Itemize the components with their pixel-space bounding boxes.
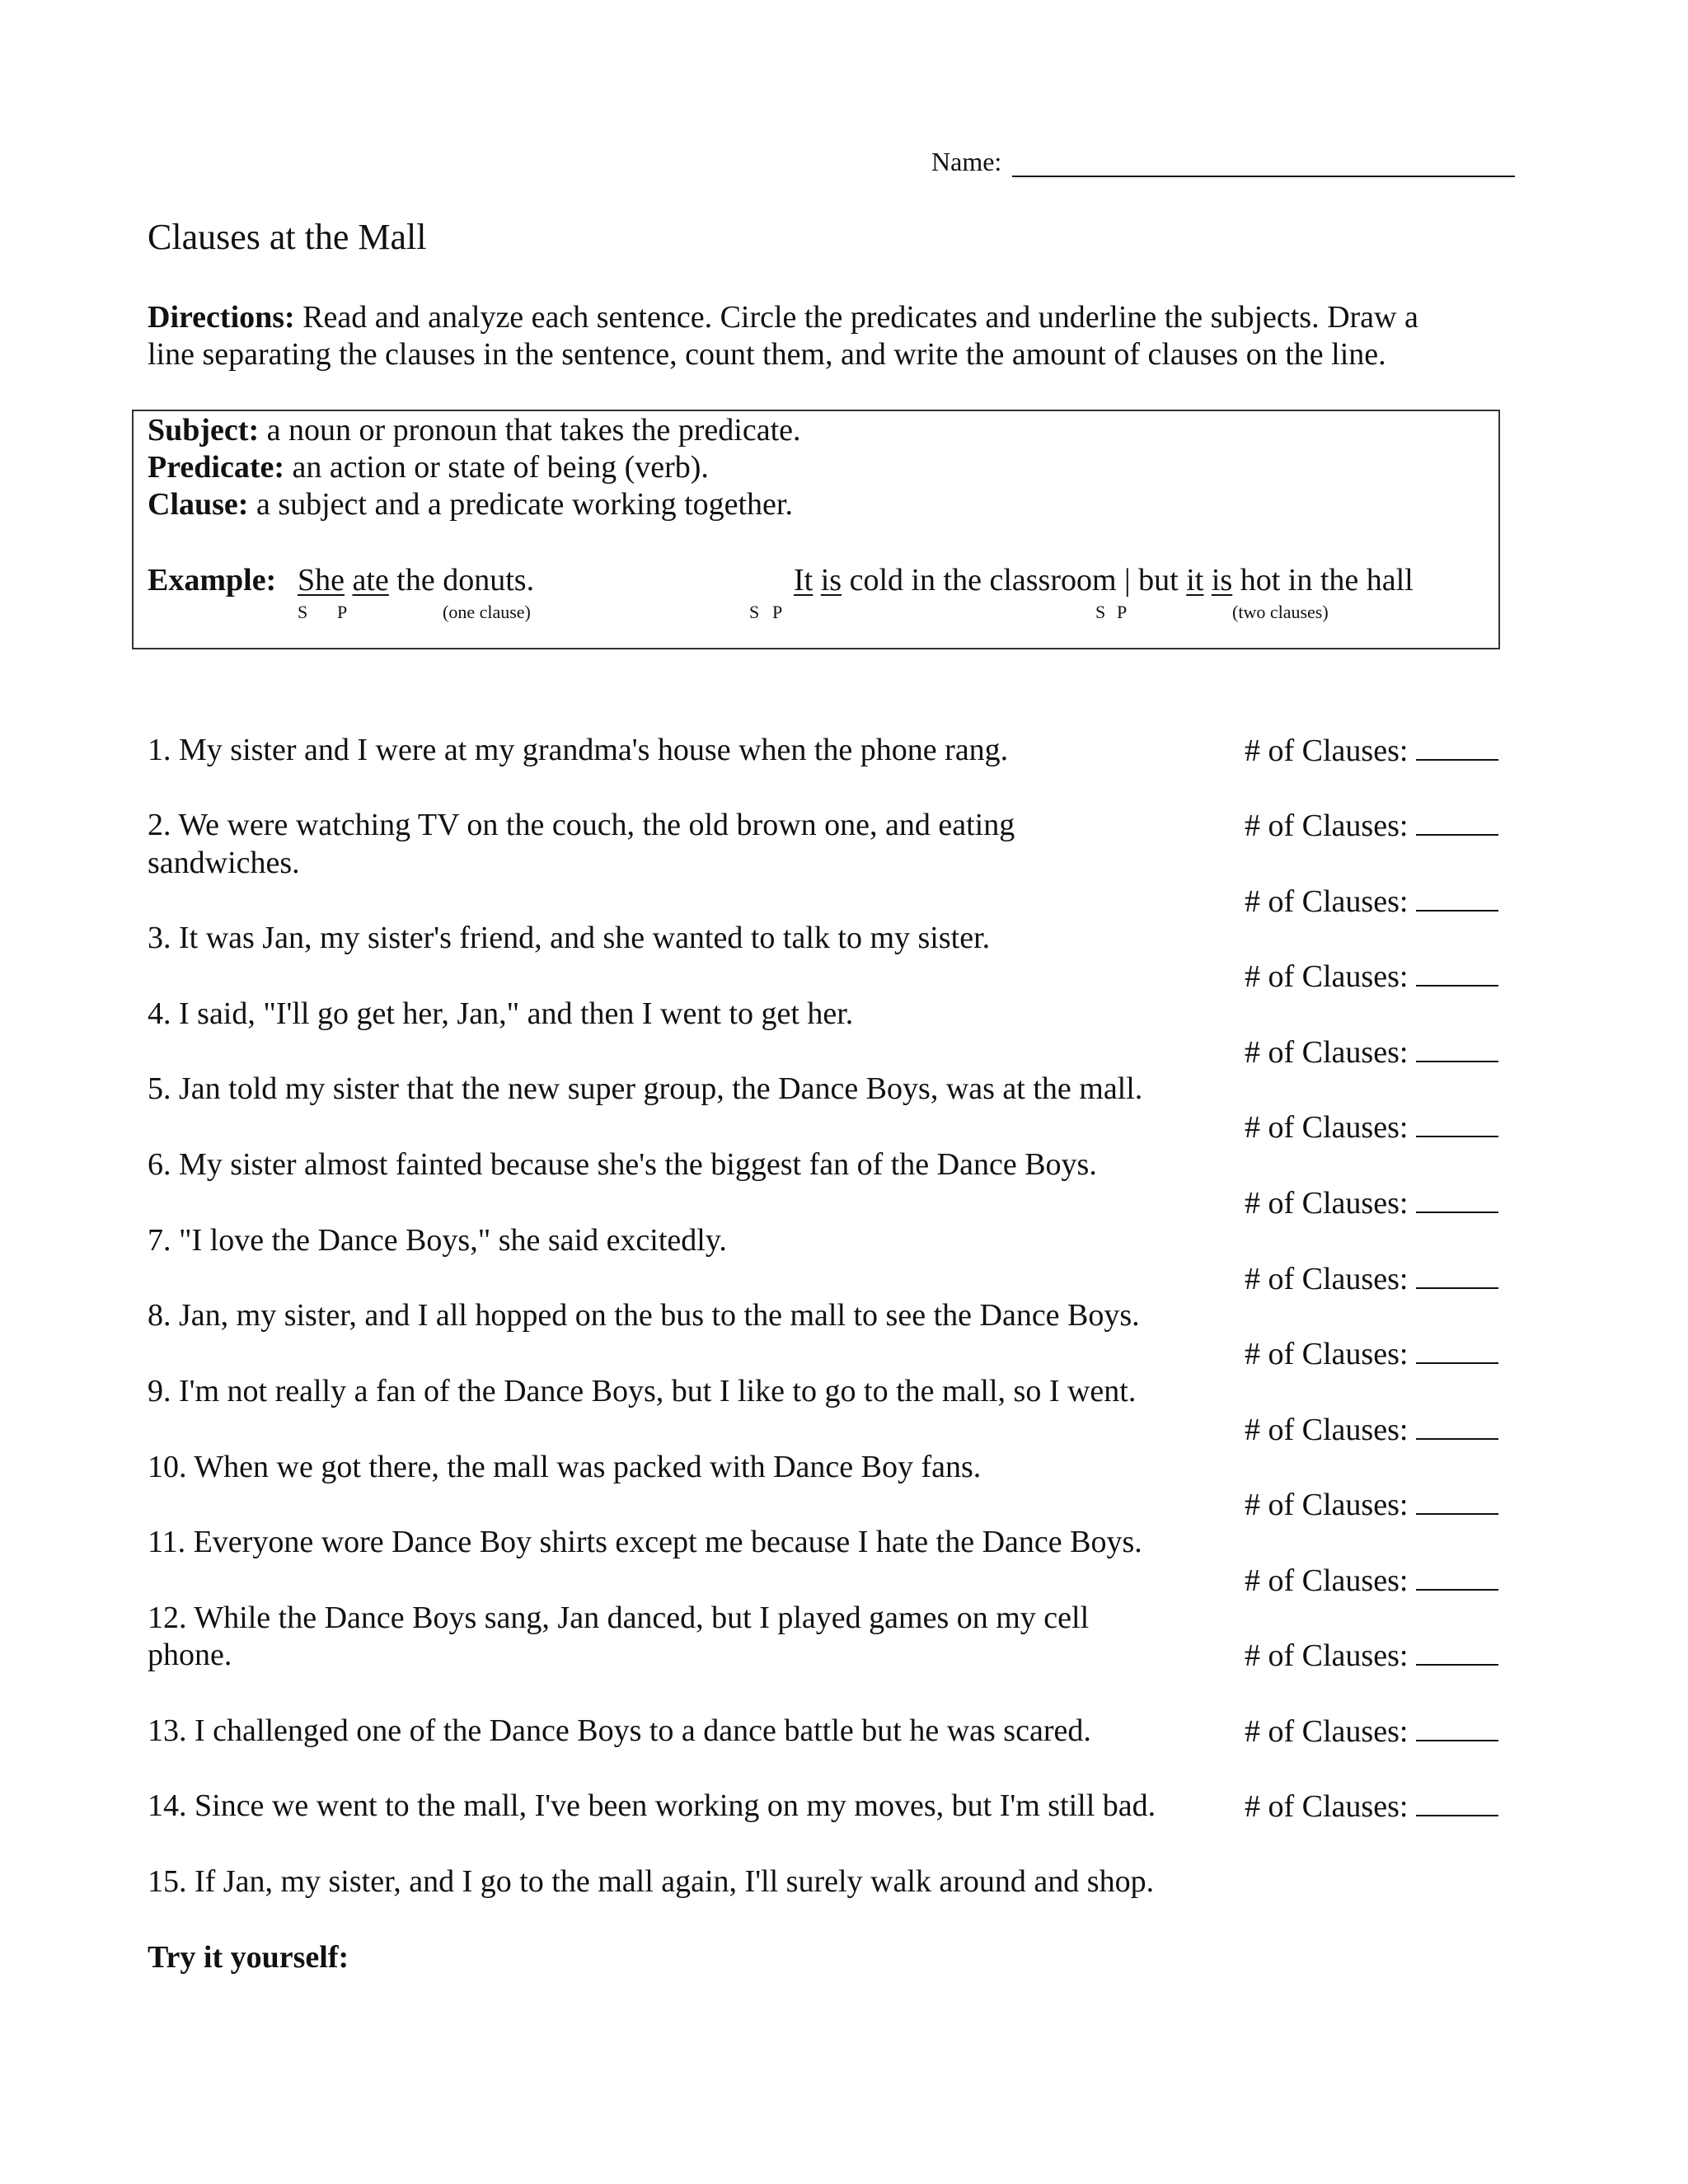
- clause-count-7: [1245, 1183, 1498, 1222]
- clause-count-blank[interactable]: [1416, 806, 1498, 836]
- clause-count-blank[interactable]: [1416, 1712, 1498, 1741]
- example-label: Example:: [148, 563, 277, 598]
- subject-label: Subject:: [148, 413, 260, 448]
- clause-count-13: [1245, 1636, 1498, 1675]
- directions-line-2: line separating the clauses in the sentence, count them, and write the amount of clauses on the line.: [148, 337, 1386, 372]
- clause-count-6: [1245, 1108, 1498, 1146]
- example-1-mark-s: S: [298, 602, 308, 622]
- clause-count-blank[interactable]: [1416, 1636, 1498, 1666]
- question-10: 10. When we got there, the mall was packed with Dance Boy fans.: [148, 1450, 982, 1484]
- clause-count-blank[interactable]: [1416, 1561, 1498, 1591]
- clause-count-label: # of Clauses:: [1245, 1186, 1409, 1221]
- question-13: 13. I challenged one of the Dance Boys to a dance battle but he was scared.: [148, 1713, 1091, 1748]
- clause-count-14: [1245, 1712, 1498, 1750]
- clause-count-label: # of Clauses:: [1245, 959, 1409, 994]
- definition-predicate: [148, 449, 709, 485]
- clause-count-9: [1245, 1334, 1498, 1373]
- question-12: 12. While the Dance Boys sang, Jan danced, but I played games on my cell: [148, 1601, 1090, 1635]
- clause-count-label: # of Clauses:: [1245, 808, 1409, 843]
- clause-count-label: # of Clauses:: [1245, 1563, 1409, 1598]
- question-2: 2. We were watching TV on the couch, the old brown one, and eating: [148, 808, 1015, 842]
- example-2-predicate-2: is: [1211, 563, 1233, 598]
- definition-subject: [148, 412, 801, 448]
- question-1: 1. My sister and I were at my grandma's house when the phone rang.: [148, 733, 1009, 767]
- question-9: 9. I'm not really a fan of the Dance Boys, but I like to go to the mall, so I went.: [148, 1374, 1137, 1408]
- clause-count-blank[interactable]: [1416, 731, 1498, 761]
- clause-count-5: [1245, 1033, 1498, 1071]
- definition-clause: [148, 486, 793, 523]
- clause-count-blank[interactable]: [1416, 1787, 1498, 1816]
- directions-label: Directions:: [148, 300, 295, 335]
- predicate-text: an action or state of being (verb).: [292, 450, 709, 485]
- name-field[interactable]: [1012, 176, 1515, 177]
- question-14: 14. Since we went to the mall, I've been working on my moves, but I'm still bad.: [148, 1788, 1156, 1823]
- example-1-predicate: ate: [352, 563, 389, 598]
- example-1-mark-p: P: [337, 602, 348, 622]
- clause-count-8: [1245, 1259, 1498, 1298]
- example-1-subject: She: [298, 563, 345, 598]
- directions-text-1: Read and analyze each sentence. Circle the predicates and underline the subjects. Draw a: [302, 300, 1418, 335]
- question-3: 3. It was Jan, my sister's friend, and she wanted to talk to my sister.: [148, 921, 991, 955]
- subject-text: a noun or pronoun that takes the predicate.: [266, 413, 801, 448]
- clause-count-blank[interactable]: [1416, 957, 1498, 987]
- clause-count-label: # of Clauses:: [1245, 1714, 1409, 1749]
- clause-count-label: # of Clauses:: [1245, 1488, 1409, 1522]
- directions-line-1: [148, 298, 1418, 336]
- clause-count-label: # of Clauses:: [1245, 1262, 1409, 1296]
- clause-count-blank[interactable]: [1416, 882, 1498, 912]
- example-2-rest: hot in the hall: [1240, 563, 1414, 598]
- example-2-subject-1: It: [794, 563, 814, 598]
- worksheet-title: Clauses at the Mall: [148, 217, 427, 257]
- example-1-rest: the donuts.: [396, 563, 535, 598]
- question-5: 5. Jan told my sister that the new super group, the Dance Boys, was at the mall.: [148, 1071, 1143, 1106]
- clause-count-3: [1245, 882, 1498, 921]
- clause-count-label: # of Clauses:: [1245, 1035, 1409, 1070]
- question-12-continued: phone.: [148, 1638, 232, 1672]
- try-it-yourself-heading: Try it yourself:: [148, 1940, 349, 1975]
- example-2-middle: cold in the classroom | but: [849, 563, 1179, 598]
- clause-count-blank[interactable]: [1416, 1485, 1498, 1515]
- clause-count-blank[interactable]: [1416, 1410, 1498, 1440]
- clause-count-blank[interactable]: [1416, 1033, 1498, 1062]
- question-6: 6. My sister almost fainted because she's the biggest fan of the Dance Boys.: [148, 1147, 1097, 1182]
- clause-count-blank[interactable]: [1416, 1334, 1498, 1364]
- example-sentence-1: [298, 562, 534, 598]
- example-2-mark-s-1: S: [749, 602, 760, 622]
- clause-count-label: # of Clauses:: [1245, 733, 1409, 768]
- clause-count-11: [1245, 1485, 1498, 1524]
- question-7: 7. "I love the Dance Boys," she said excitedly.: [148, 1223, 727, 1258]
- clause-count-label: # of Clauses:: [1245, 884, 1409, 919]
- example-2-subject-2: it: [1186, 563, 1204, 598]
- clause-count-blank[interactable]: [1416, 1108, 1498, 1137]
- question-8: 8. Jan, my sister, and I all hopped on the bus to the mall to see the Dance Boys.: [148, 1298, 1140, 1333]
- clause-count-label: # of Clauses:: [1245, 1413, 1409, 1447]
- example-2-mark-p-2: P: [1117, 602, 1128, 622]
- clause-count-label: # of Clauses:: [1245, 1337, 1409, 1371]
- example-2-predicate-1: is: [820, 563, 842, 598]
- predicate-label: Predicate:: [148, 450, 284, 485]
- question-2-continued: sandwiches.: [148, 846, 300, 880]
- example-sentence-2: [794, 562, 1414, 598]
- question-15: 15. If Jan, my sister, and I go to the mall again, I'll surely walk around and shop.: [148, 1864, 1155, 1899]
- clause-count-label: # of Clauses:: [1245, 1110, 1409, 1145]
- clause-count-4: [1245, 957, 1498, 996]
- example-1-note: (one clause): [443, 602, 531, 622]
- clause-count-15: [1245, 1787, 1498, 1825]
- clause-count-10: [1245, 1410, 1498, 1449]
- clause-count-blank[interactable]: [1416, 1183, 1498, 1213]
- example-2-note: (two clauses): [1232, 602, 1329, 622]
- example-2-mark-p-1: P: [772, 602, 783, 622]
- clause-count-blank[interactable]: [1416, 1259, 1498, 1289]
- clause-count-label: # of Clauses:: [1245, 1789, 1409, 1824]
- clause-count-label: # of Clauses:: [1245, 1638, 1409, 1673]
- question-4: 4. I said, "I'll go get her, Jan," and then I went to get her.: [148, 996, 854, 1031]
- clause-label: Clause:: [148, 487, 249, 522]
- question-11: 11. Everyone wore Dance Boy shirts except me because I hate the Dance Boys.: [148, 1525, 1142, 1559]
- clause-count-1: [1245, 731, 1498, 770]
- clause-count-2: [1245, 806, 1498, 845]
- clause-text: a subject and a predicate working together.: [256, 487, 793, 522]
- example-2-mark-s-2: S: [1095, 602, 1106, 622]
- name-label: Name:: [931, 147, 1002, 176]
- clause-count-12: [1245, 1561, 1498, 1600]
